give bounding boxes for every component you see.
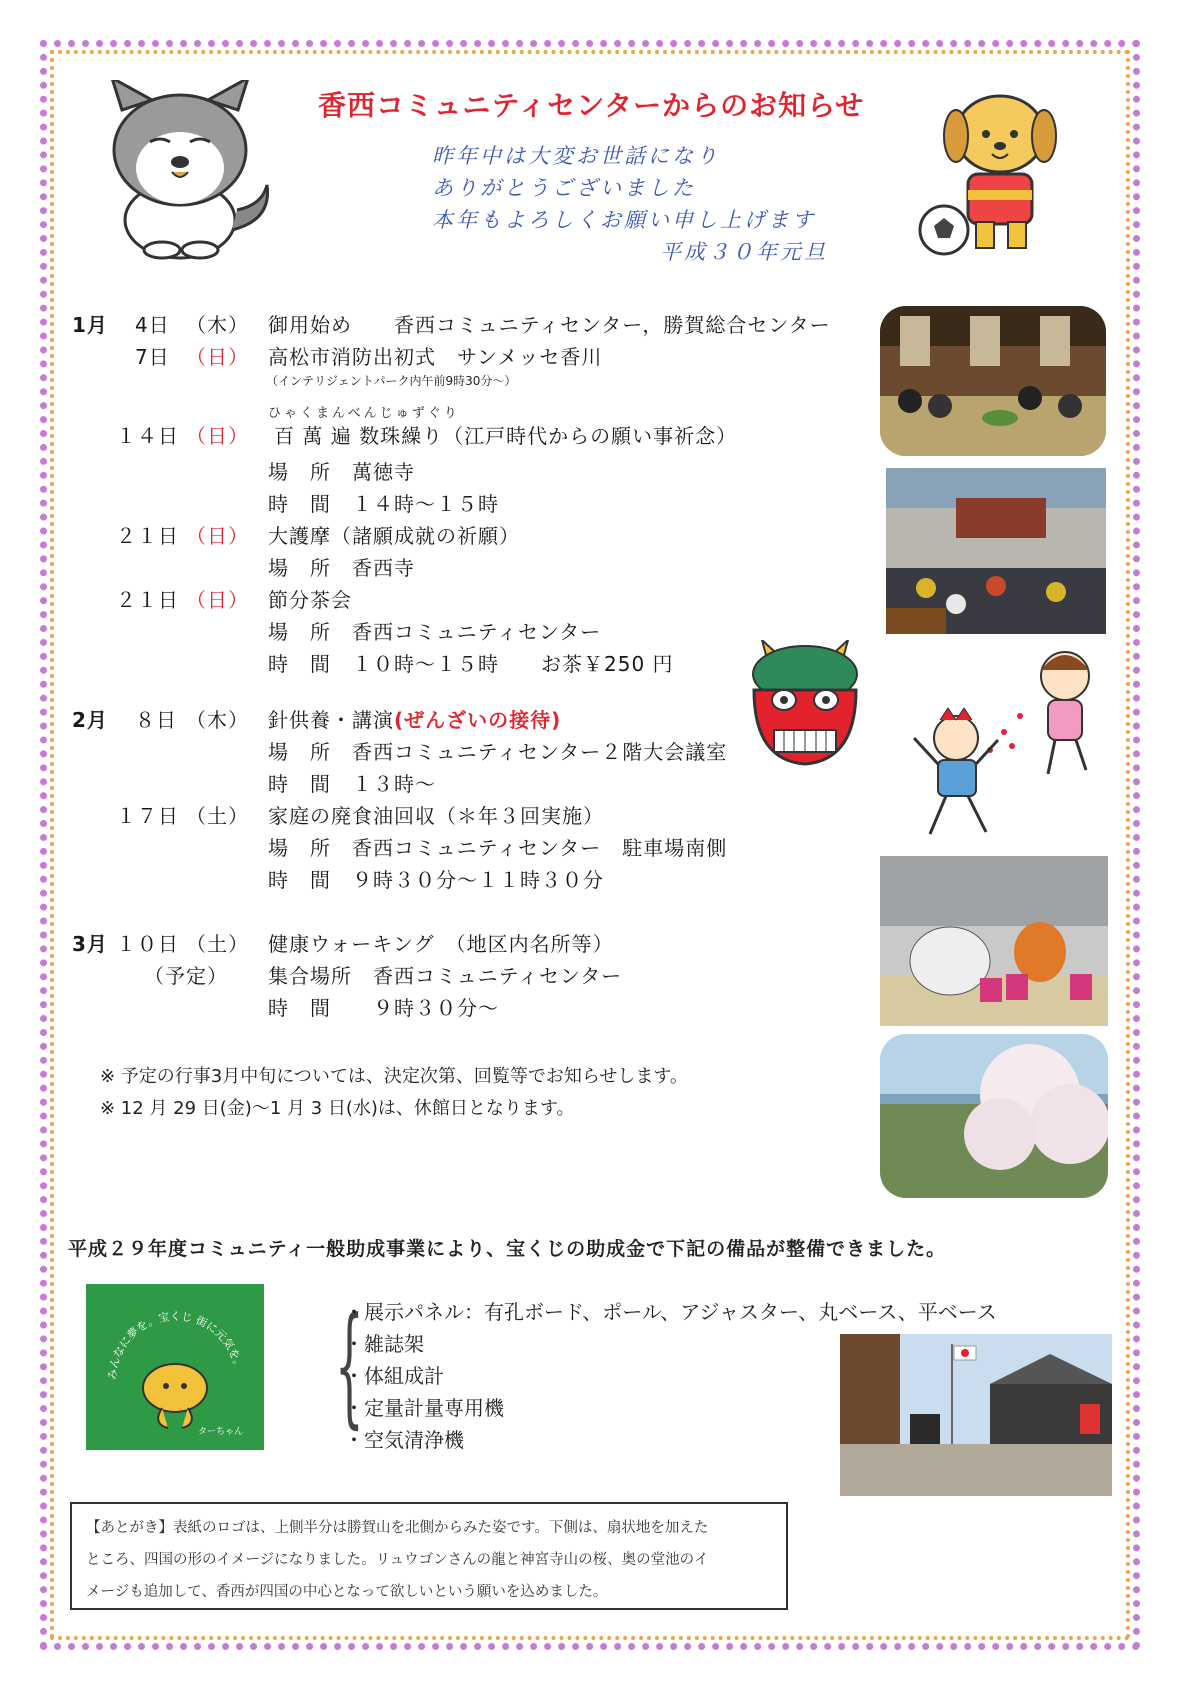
- event-mar-10-tentative: （予定）: [144, 964, 228, 988]
- greeting-line-2: ありがとうございました: [432, 176, 696, 200]
- event-jan-14-place: 場 所 萬徳寺: [268, 460, 415, 484]
- event-jan-7-note: （インテリジェントパーク内午前9時30分～）: [266, 374, 517, 388]
- photo-ceremony: [880, 306, 1106, 456]
- month-january: 1月: [72, 313, 108, 337]
- event-mar-10-time: 時 間 ９時３０分～: [268, 996, 499, 1020]
- event-jan-14-ruby: ひゃくまんべんじゅずぐり: [268, 406, 460, 421]
- weekday-feb-8: （木）: [186, 708, 249, 732]
- month-march: 3月: [72, 932, 108, 956]
- items-brace: {: [334, 1289, 364, 1441]
- event-feb-8-highlight: (ぜんざいの接待): [394, 708, 562, 732]
- event-feb-8: [268, 704, 561, 733]
- event-feb-17-time: 時 間 ９時３０分～１１時３０分: [268, 868, 604, 892]
- date-jan-4: 4日: [135, 313, 170, 337]
- event-jan-21-a: 大護摩（諸願成就の祈願）: [268, 524, 520, 548]
- takarakuji-mascot-icon: [86, 1284, 264, 1450]
- event-feb-8-place: 場 所 香西コミュニティセンター２階大会議室: [268, 740, 728, 764]
- greeting-line-1: 昨年中は大変お世話になり: [432, 144, 720, 168]
- event-jan-21-b-place: 場 所 香西コミュニティセンター: [268, 620, 602, 644]
- event-feb-17: 家庭の廃食油回収（＊年３回実施）: [268, 804, 604, 828]
- weekday-mar-10: （土）: [186, 932, 249, 956]
- grant-item-4: ・定量計量専用機: [344, 1396, 504, 1420]
- event-jan-21-a-place: 場 所 香西寺: [268, 556, 415, 580]
- date-feb-17: １７日: [116, 804, 179, 828]
- grant-item-1: ・展示パネル：有孔ボード、ポール、アジャスター、丸ベース、平ベース: [344, 1300, 997, 1324]
- greeting-line-3: 本年もよろしくお願い申し上げます: [432, 208, 816, 232]
- afterword-line-3: メージも追加して、香西が四国の中心となって欲しいという願いを込めました。: [86, 1584, 608, 1600]
- logo-mascot-name: ターちゃん: [198, 1427, 244, 1437]
- setsubun-kids-illustration-icon: [900, 646, 1110, 846]
- greeting-date: 平成３０年元旦: [660, 240, 828, 264]
- dog-soccer-mascot-icon: [916, 90, 1066, 260]
- photo-goma-ritual: [886, 468, 1106, 634]
- oni-mask-icon: [740, 640, 870, 770]
- grant-item-3: ・体組成計: [344, 1364, 444, 1388]
- event-jan-21-b: 節分茶会: [268, 588, 352, 612]
- grant-heading: 平成２９年度コミュニティ一般助成事業により、宝くじの助成金で下記の備品が整備できました。: [68, 1238, 947, 1260]
- event-mar-10: 健康ウォーキング （地区内名所等）: [268, 932, 614, 956]
- date-jan-21-b: ２１日: [116, 588, 179, 612]
- event-feb-8-time: 時 間 １３時～: [268, 772, 436, 796]
- date-jan-21-a: ２１日: [116, 524, 179, 548]
- weekday-feb-17: （土）: [186, 804, 249, 828]
- afterword-line-2: ところ、四国の形のイメージになりました。リュウゴンさんの龍と神宮寺山の桜、奥の堂池のイ: [86, 1552, 709, 1568]
- takarakuji-logo: [86, 1284, 264, 1450]
- afterword-box: [70, 1502, 788, 1610]
- photo-cherry-blossoms: [880, 1034, 1108, 1198]
- weekday-jan-4: （木）: [186, 313, 249, 337]
- event-jan-21-b-time: 時 間 １０時～１５時 お茶￥250 円: [268, 652, 674, 676]
- weekday-jan-7: （日）: [186, 345, 249, 369]
- photo-oil-collection: [880, 856, 1108, 1026]
- date-feb-8: ８日: [135, 708, 177, 732]
- note-1: ※ 予定の行事3月中旬については、決定次第、回覧等でお知らせします。: [100, 1066, 688, 1087]
- weekday-jan-14: （日）: [186, 424, 249, 448]
- page-title: 香西コミュニティセンターからのお知らせ: [318, 89, 865, 122]
- grant-item-2: ・雑誌架: [344, 1332, 424, 1356]
- logo-slogan: みんなに夢を。宝くじ 街に元気を。: [105, 1309, 246, 1381]
- afterword-line-1: 【あとがき】表紙のロゴは、上側半分は勝賀山を北側からみた姿です。下側は、扇状地を加えた: [86, 1520, 709, 1536]
- date-jan-7: 7日: [135, 345, 170, 369]
- weekday-jan-21-a: （日）: [186, 524, 249, 548]
- note-2: ※ 12 月 29 日(金)～1 月 3 日(水)は、休館日となります。: [100, 1098, 575, 1119]
- event-feb-17-place: 場 所 香西コミュニティセンター 駐車場南側: [268, 836, 728, 860]
- event-jan-4: 御用始め 香西コミュニティセンター，勝賀総合センター: [268, 313, 831, 337]
- event-feb-8-title: 針供養・講演: [268, 708, 394, 732]
- husky-mascot-icon: [92, 80, 272, 260]
- date-jan-14: １４日: [116, 424, 179, 448]
- photo-community-center: [840, 1334, 1112, 1496]
- date-mar-10: １０日: [116, 932, 179, 956]
- month-february: 2月: [72, 708, 108, 732]
- event-jan-14: 百 萬 遍 数珠繰り（江戸時代からの願い事祈念）: [274, 424, 738, 448]
- event-jan-14-time: 時 間 １４時～１５時: [268, 492, 499, 516]
- weekday-jan-21-b: （日）: [186, 588, 249, 612]
- event-jan-7: 高松市消防出初式 サンメッセ香川: [268, 345, 603, 369]
- grant-item-5: ・空気清浄機: [344, 1428, 464, 1452]
- event-mar-10-place: 集合場所 香西コミュニティセンター: [268, 964, 623, 988]
